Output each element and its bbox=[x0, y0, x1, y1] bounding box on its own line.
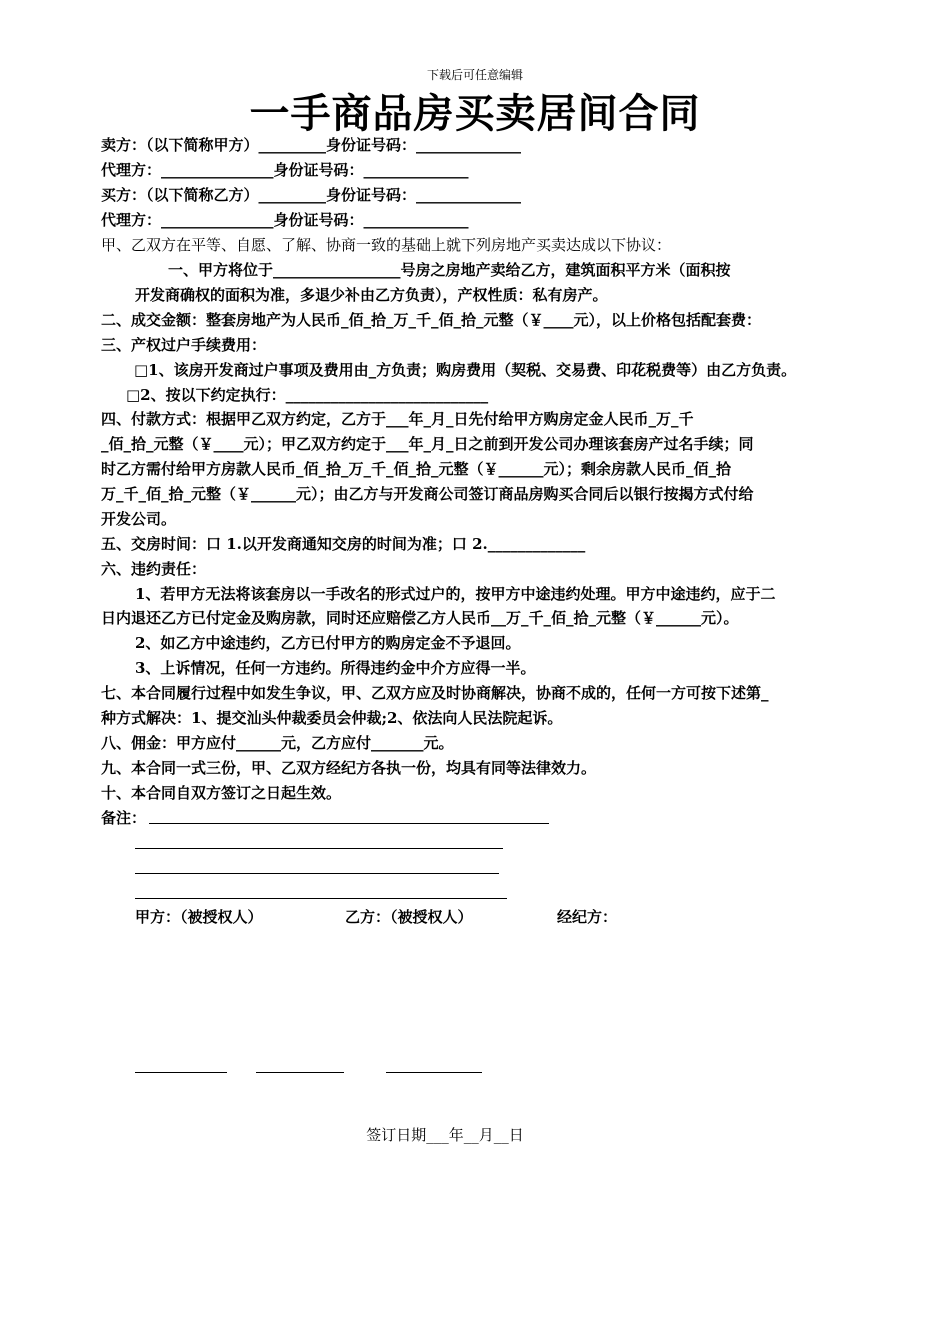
remarks-line bbox=[135, 848, 503, 849]
clause-6-item-2: 2、如乙方中途违约，乙方已付甲方的购房定金不予退回。 bbox=[135, 634, 521, 652]
clause-4-line-4: 万_千_佰_拾_元整（￥______元）；由乙方与开发商公司签订商品房购买合同后以银行按揭方式付给 bbox=[101, 485, 754, 503]
clause-1-line-2: 开发商确权的面积为准，多退少补由乙方负责），产权性质：私有房产。 bbox=[135, 286, 608, 304]
party-b-signature-line bbox=[256, 1072, 344, 1073]
clause-7-line-2: 种方式解决：1、提交汕头仲裁委员会仲裁;2、依法向人民法院起诉。 bbox=[101, 709, 563, 727]
clause-3-option-1: □1、该房开发商过户事项及费用由_方负责；购房费用（契税、交易费、印花税费等）由乙方负责。 bbox=[134, 361, 797, 379]
agent-signature-line bbox=[386, 1072, 482, 1073]
header-note: 下载后可任意编辑 bbox=[426, 68, 523, 82]
clause-4-line-1: 四、付款方式：根据甲乙双方约定，乙方于___年_月_日先付给甲方购房定金人民币_万_千 bbox=[101, 410, 694, 428]
clause-8: 八、佣金：甲方应付______元，乙方应付_______元。 bbox=[101, 734, 454, 752]
clause-6-item-1-line-1: 1、若甲方无法将该套房以一手改名的形式过户的，按甲方中途违约处理。甲方中途违约，应于二 bbox=[135, 585, 776, 603]
party-a-signature-line bbox=[135, 1072, 227, 1073]
buyer-line: 买方：（以下简称乙方）_________身份证号码：______________ bbox=[101, 186, 522, 204]
seller-line: 卖方：（以下简称甲方）_________身份证号码：______________ bbox=[101, 136, 522, 154]
party-a-signature-label: 甲方：（被授权人） bbox=[135, 908, 263, 926]
page-title: 一手商品房买卖居间合同 bbox=[249, 90, 701, 137]
remarks-line bbox=[135, 873, 499, 874]
clause-10: 十、本合同自双方签订之日起生效。 bbox=[101, 784, 342, 802]
signing-date: 签订日期___年__月__日 bbox=[366, 1126, 524, 1144]
clause-7-line-1: 七、本合同履行过程中如发生争议，甲、乙双方应及时协商解决，协商不成的，任何一方可按下述第_ bbox=[101, 684, 769, 702]
agreement-intro: 甲、乙双方在平等、自愿、了解、协商一致的基础上就下列房地产买卖达成以下协议： bbox=[101, 236, 672, 254]
clause-6-item-1-line-2: 日内退还乙方已付定金及购房款，同时还应赔偿乙方人民币__万_千_佰_拾_元整（￥______元）。 bbox=[101, 609, 739, 627]
clause-6-item-3: 3、上诉情况，任何一方违约。所得违约金中介方应得一半。 bbox=[135, 659, 536, 677]
remarks-line bbox=[135, 898, 507, 899]
clause-6-heading: 六、违约责任： bbox=[101, 560, 207, 578]
clause-9: 九、本合同一式三份，甲、乙双方经纪方各执一份，均具有同等法律效力。 bbox=[101, 759, 597, 777]
clause-4-line-2: _佰_拾_元整（￥____元）；甲乙双方约定于___年_月_日之前到开发公司办理该套房产过名手续；同 bbox=[101, 435, 754, 453]
clause-4-line-5: 开发公司。 bbox=[101, 510, 177, 528]
seller-agent-line: 代理方：_______________身份证号码：______________ bbox=[101, 161, 469, 179]
clause-3-heading: 三、产权过户手续费用： bbox=[101, 336, 267, 354]
remarks-label: 备注： bbox=[101, 809, 147, 827]
agent-signature-label: 经纪方： bbox=[557, 908, 618, 926]
clause-1-line-1: 一、甲方将位于_________________号房之房地产卖给乙方，建筑面积平方米（面积按 bbox=[168, 261, 731, 279]
remarks-line bbox=[149, 823, 549, 824]
clause-5: 五、交房时间：口 1.以开发商通知交房的时间为准；口 2._____________ bbox=[101, 535, 586, 553]
clause-2: 二、成交金额：整套房地产为人民币_佰_拾_万_千_佰_拾_元整（￥____元），以上价格包括配套费： bbox=[101, 311, 762, 329]
clause-4-line-3: 时乙方需付给甲方房款人民币_佰_拾_万_千_佰_拾_元整（￥______元）；剩余房款人民币_佰_拾 bbox=[101, 460, 732, 478]
party-b-signature-label: 乙方：（被授权人） bbox=[345, 908, 473, 926]
buyer-agent-line: 代理方：_______________身份证号码：______________ bbox=[101, 211, 469, 229]
clause-3-option-2: □2、按以下约定执行：___________________________ bbox=[126, 386, 489, 404]
